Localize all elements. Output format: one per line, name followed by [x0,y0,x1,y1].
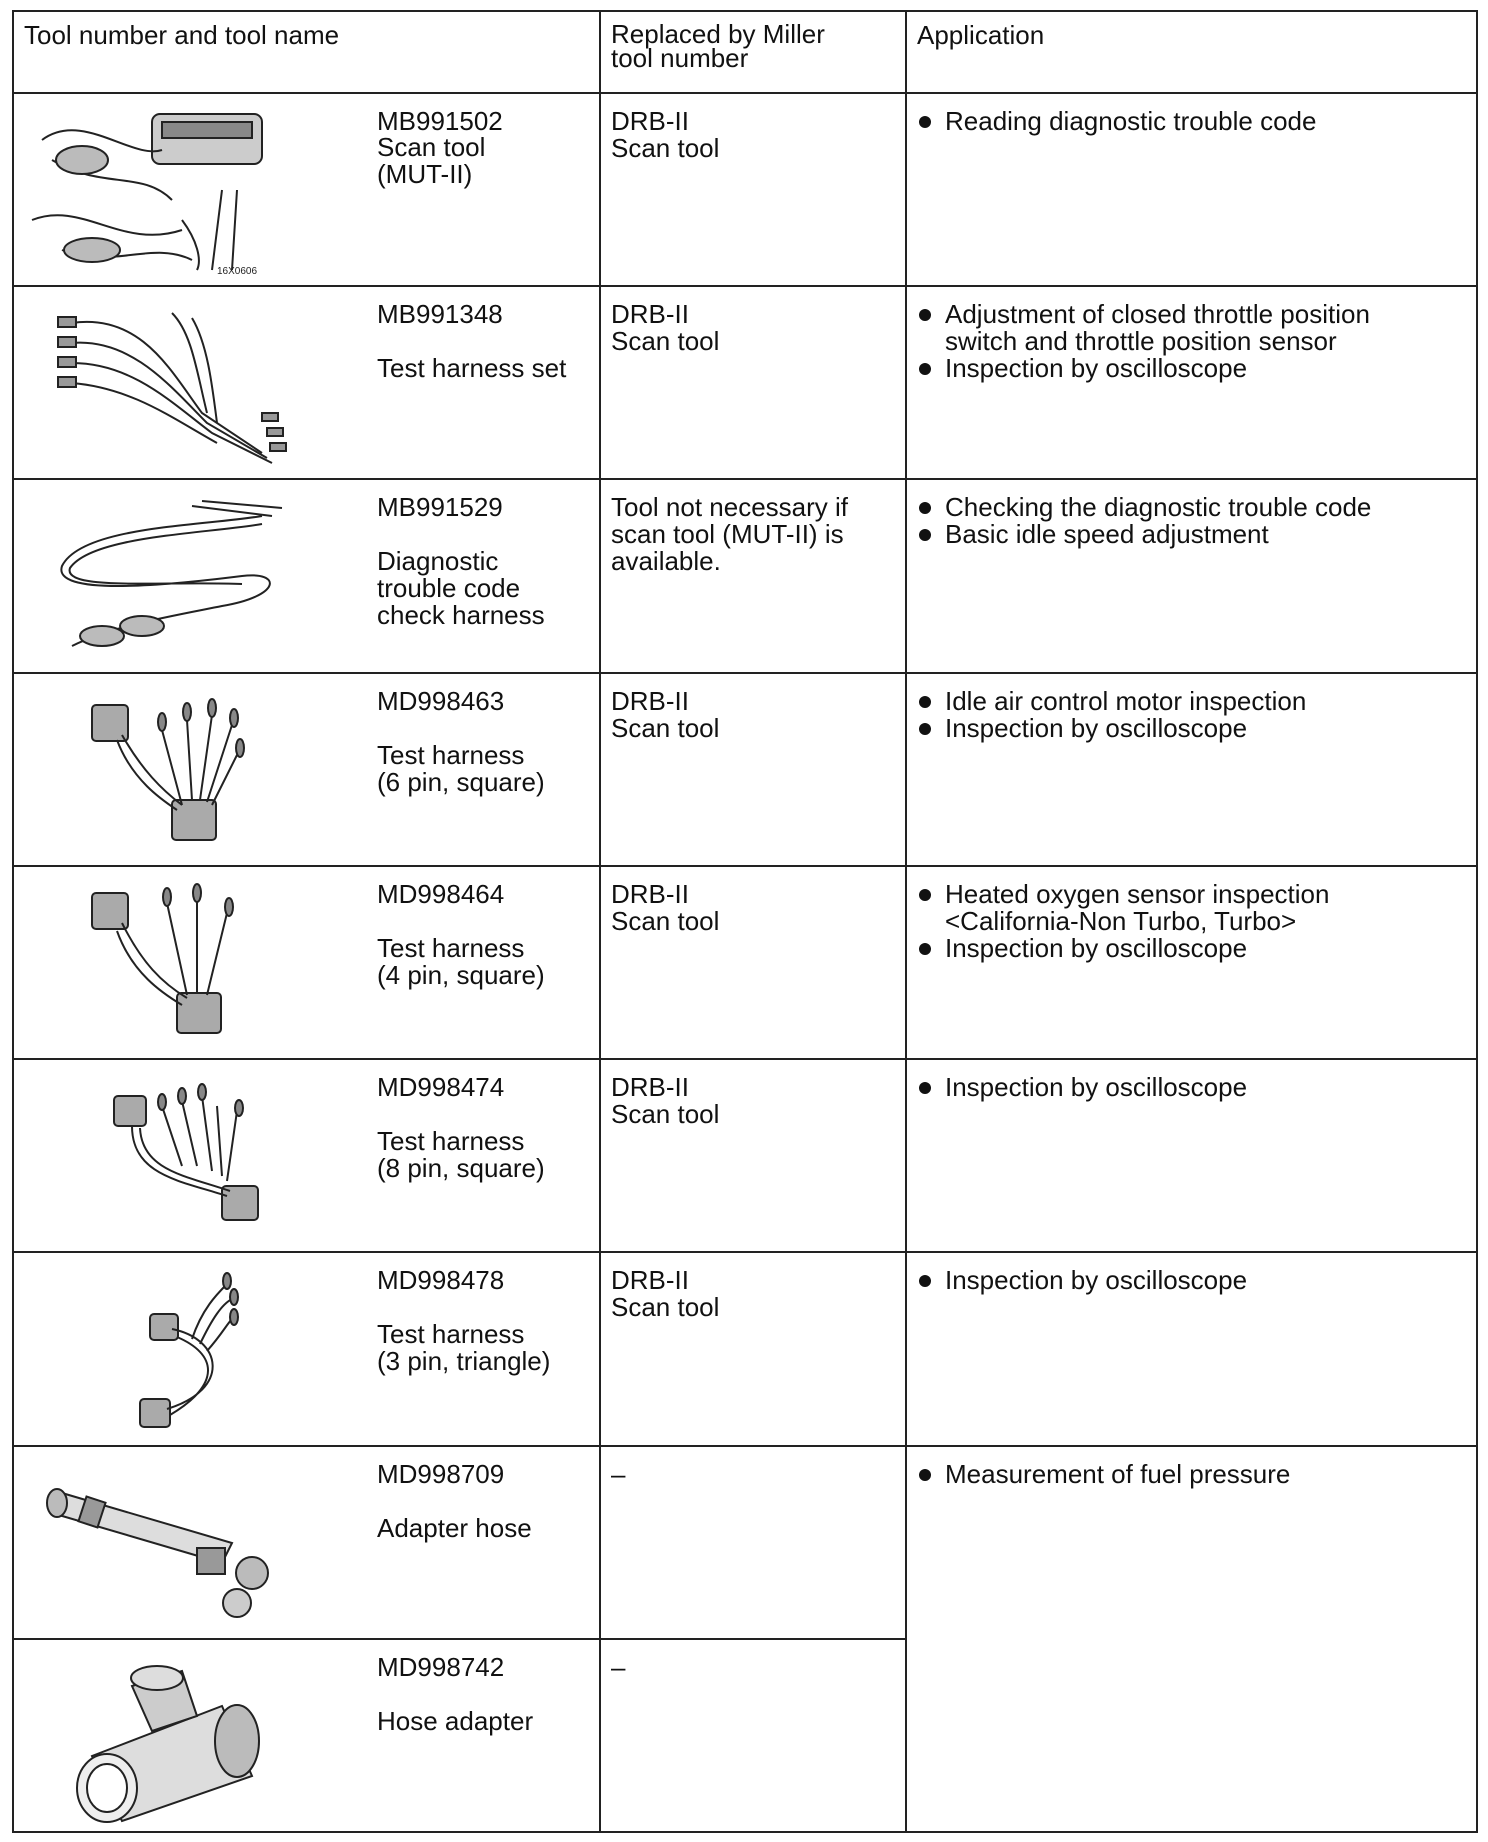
tool-cell [13,1059,600,1252]
bullet-icon [919,529,931,541]
bullet-icon [919,696,931,708]
application-item [915,301,1466,355]
replaced-cell [600,866,906,1059]
tool-number: MD998709 [377,1458,505,1489]
header-application-label: Application [917,20,1045,50]
tool-cell [13,1446,600,1639]
bullet-icon [919,502,931,514]
table-row [13,1252,1477,1445]
tool-number: MD998478 [377,1265,505,1296]
replaced-text: Tool not necessary if scan tool (MUT-II) is available. [611,492,849,577]
application-text: Inspection by oscilloscope [945,353,1248,384]
application-text: Adjustment of closed throttle position switch and throttle position sensor [945,299,1370,357]
test-harness-3pin-icon [22,1259,370,1437]
replaced-cell [600,1639,906,1832]
application-text: Idle air control motor inspection [945,685,1307,716]
adapter-hose-icon [22,1453,370,1631]
application-text: Inspection by oscilloscope [945,712,1248,743]
application-item [915,878,1466,936]
tool-name: Hose adapter [377,1705,534,1736]
header-application [906,11,1477,93]
application-item [915,521,1466,548]
application-item [915,1458,1466,1489]
replaced-text: – [611,1458,626,1489]
replaced-text: DRB-II Scan tool [611,685,720,743]
application-cell [906,286,1477,479]
table-row [13,286,1477,479]
tool-name: Test harness (3 pin, triangle) [377,1319,551,1377]
replaced-text: DRB-II Scan tool [611,878,720,936]
replaced-cell [600,1446,906,1639]
special-tools-table [12,10,1478,1833]
tool-cell [13,673,600,866]
replaced-text: DRB-II Scan tool [611,1265,720,1323]
replaced-cell [600,1059,906,1252]
tool-number: MB991502 [377,106,503,137]
header-tool [13,11,600,93]
application-cell [906,479,1477,672]
application-text: Inspection by oscilloscope [945,1072,1248,1103]
tool-name: Test harness (4 pin, square) [377,932,545,990]
replaced-cell [600,673,906,866]
application-item [915,108,1466,135]
replaced-text: DRB-II Scan tool [611,299,720,357]
table-header-row [13,11,1477,93]
table-row [13,866,1477,1059]
tool-number: MD998464 [377,878,505,909]
check-harness-icon [22,486,370,664]
bullet-icon [919,1469,931,1481]
application-text: Heated oxygen sensor inspection <California-Non Turbo, Turbo> [945,878,1330,936]
application-cell [906,93,1477,286]
tool-number: MD998463 [377,685,505,716]
bullet-icon [919,1275,931,1287]
bullet-icon [919,1082,931,1094]
tool-name: Scan tool (MUT-II) [377,132,486,190]
replaced-cell [600,286,906,479]
tool-number: MD998474 [377,1072,505,1103]
table-row [13,93,1477,286]
tool-cell [13,286,600,479]
scan-tool-icon [22,100,370,278]
application-cell [906,866,1477,1059]
picture-label: 16X0606 [217,266,258,278]
application-cell [906,1059,1477,1252]
application-text: Reading diagnostic trouble code [945,106,1317,137]
application-cell [906,1446,1477,1833]
table-row [13,673,1477,866]
application-cell [906,1252,1477,1445]
replaced-text: DRB-II Scan tool [611,106,720,164]
bullet-icon [919,723,931,735]
tool-name: Test harness set [377,353,567,384]
bullet-icon [919,943,931,955]
tool-name: Adapter hose [377,1512,532,1543]
tool-cell [13,479,600,672]
tool-number: MB991348 [377,299,503,330]
application-text: Inspection by oscilloscope [945,1265,1248,1296]
tool-cell [13,93,600,286]
application-item [915,685,1466,716]
test-harness-6pin-icon [22,680,370,858]
application-cell [906,673,1477,866]
header-tool-label: Tool number and tool name [24,20,340,50]
header-replaced [600,11,906,93]
tool-cell [13,1252,600,1445]
replaced-text: DRB-II Scan tool [611,1072,720,1130]
application-item [915,494,1466,521]
tool-cell [13,1639,600,1832]
application-text: Checking the diagnostic trouble code [945,492,1372,523]
bullet-icon [919,363,931,375]
application-text: Basic idle speed adjustment [945,519,1269,550]
replaced-cell [600,1252,906,1445]
tool-cell [13,866,600,1059]
application-item [915,1074,1466,1101]
application-item [915,355,1466,382]
bullet-icon [919,889,931,901]
test-harness-set-icon [22,293,370,471]
application-item [915,1267,1466,1294]
test-harness-8pin-icon [22,1066,370,1244]
replaced-text: – [611,1651,626,1682]
tool-name: Test harness (6 pin, square) [377,739,545,797]
tool-number: MB991529 [377,492,503,523]
tool-name: Test harness (8 pin, square) [377,1126,545,1184]
bullet-icon [919,116,931,128]
table-row [13,1059,1477,1252]
application-item [915,932,1466,963]
tool-name: Diagnostic trouble code check harness [377,546,545,631]
table-row [13,1446,1477,1639]
header-replaced-label: Replaced by Miller tool number [611,19,825,73]
application-text: Measurement of fuel pressure [945,1458,1291,1489]
hose-adapter-icon [22,1646,370,1824]
bullet-icon [919,309,931,321]
replaced-cell [600,93,906,286]
application-item [915,712,1466,743]
application-text: Inspection by oscilloscope [945,932,1248,963]
replaced-cell [600,479,906,672]
tool-number: MD998742 [377,1651,505,1682]
test-harness-4pin-icon [22,873,370,1051]
table-row [13,479,1477,672]
